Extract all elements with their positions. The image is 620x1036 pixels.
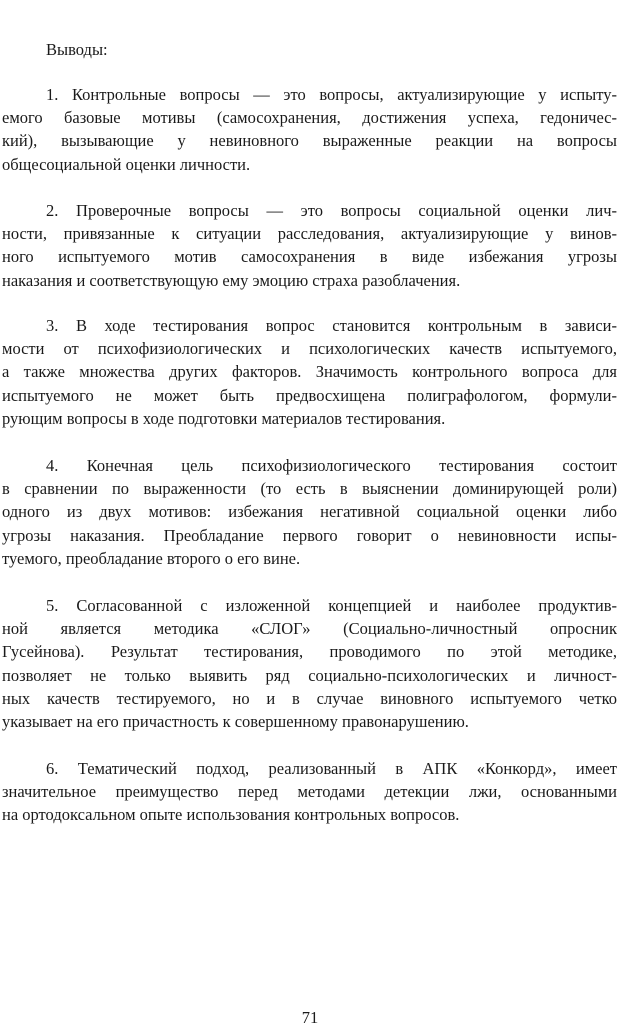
text-line: ности, привязанные к ситуации расследования, актуализирующие у винов- (2, 224, 617, 244)
text-line: испытуемого не может быть предвосхищена полиграфологом, формули- (2, 385, 617, 405)
conclusion-paragraph-2 (2, 199, 617, 292)
text-line: Гусейнова). Результат тестирования, проводимого по этой методике, (2, 642, 617, 662)
conclusion-paragraph-4 (2, 454, 617, 570)
text-line: емого базовые мотивы (самосохранения, достижения успеха, гедоничес- (2, 108, 617, 128)
text-line: указывает на его причастность к совершенному правонарушению. (2, 712, 469, 732)
conclusion-paragraph-1 (2, 83, 617, 176)
text-line: ной является методика «СЛОГ» (Социально-личностный опросник (2, 619, 617, 639)
text-line: 5. Согласованной с изложенной концепцией и наиболее продуктив- (46, 596, 617, 615)
conclusions-heading: Выводы: (46, 40, 108, 59)
text-line: на ортодоксальном опыте использования контрольных вопросов. (2, 805, 460, 825)
text-line: в сравнении по выраженности (то есть в выяснении доминирующей роли) (2, 479, 617, 499)
text-line: кий), вызывающие у невиновного выраженные реакции на вопросы (2, 131, 617, 151)
text-line: 2. Проверочные вопросы — это вопросы социальной оценки лич- (46, 201, 617, 220)
text-line: 4. Конечная цель психофизиологического тестирования состоит (46, 456, 617, 475)
text-line: 6. Тематический подход, реализованный в АПК «Конкорд», имеет (46, 759, 617, 778)
text-line: 3. В ходе тестирования вопрос становится контрольным в зависи- (46, 316, 617, 335)
text-line: общесоциальной оценки личности. (2, 154, 251, 174)
conclusion-paragraph-3 (2, 314, 617, 430)
text-line: позволяет не только выявить ряд социально-психологических и личност- (2, 665, 617, 685)
text-line: 1. Контрольные вопросы — это вопросы, актуализирующие у испыту- (46, 85, 617, 104)
text-line: наказания и соответствующую ему эмоцию страха разоблачения. (2, 270, 461, 290)
text-line: ных качеств тестируемого, но и в случае виновного испытуемого четко (2, 688, 617, 708)
text-line: ного испытуемого мотив самосохранения в виде избежания угрозы (2, 247, 617, 267)
text-line: одного из двух мотивов: избежания негативной социальной оценки либо (2, 502, 617, 522)
text-line: рующим вопросы в ходе подготовки материалов тестирования. (2, 408, 446, 428)
page-number: 71 (301, 1008, 319, 1027)
conclusion-paragraph-6 (2, 757, 617, 827)
text-line: угрозы наказания. Преобладание первого говорит о невиновности испы- (2, 525, 617, 545)
text-line: а также множества других факторов. Значимость контрольного вопроса для (2, 362, 617, 382)
text-line: значительное преимущество перед методами детекции лжи, основанными (2, 782, 617, 802)
conclusion-paragraph-5 (2, 594, 617, 733)
text-line: мости от психофизиологических и психологических качеств испытуемого, (2, 339, 617, 359)
text-line: туемого, преобладание второго о его вине. (2, 548, 301, 568)
